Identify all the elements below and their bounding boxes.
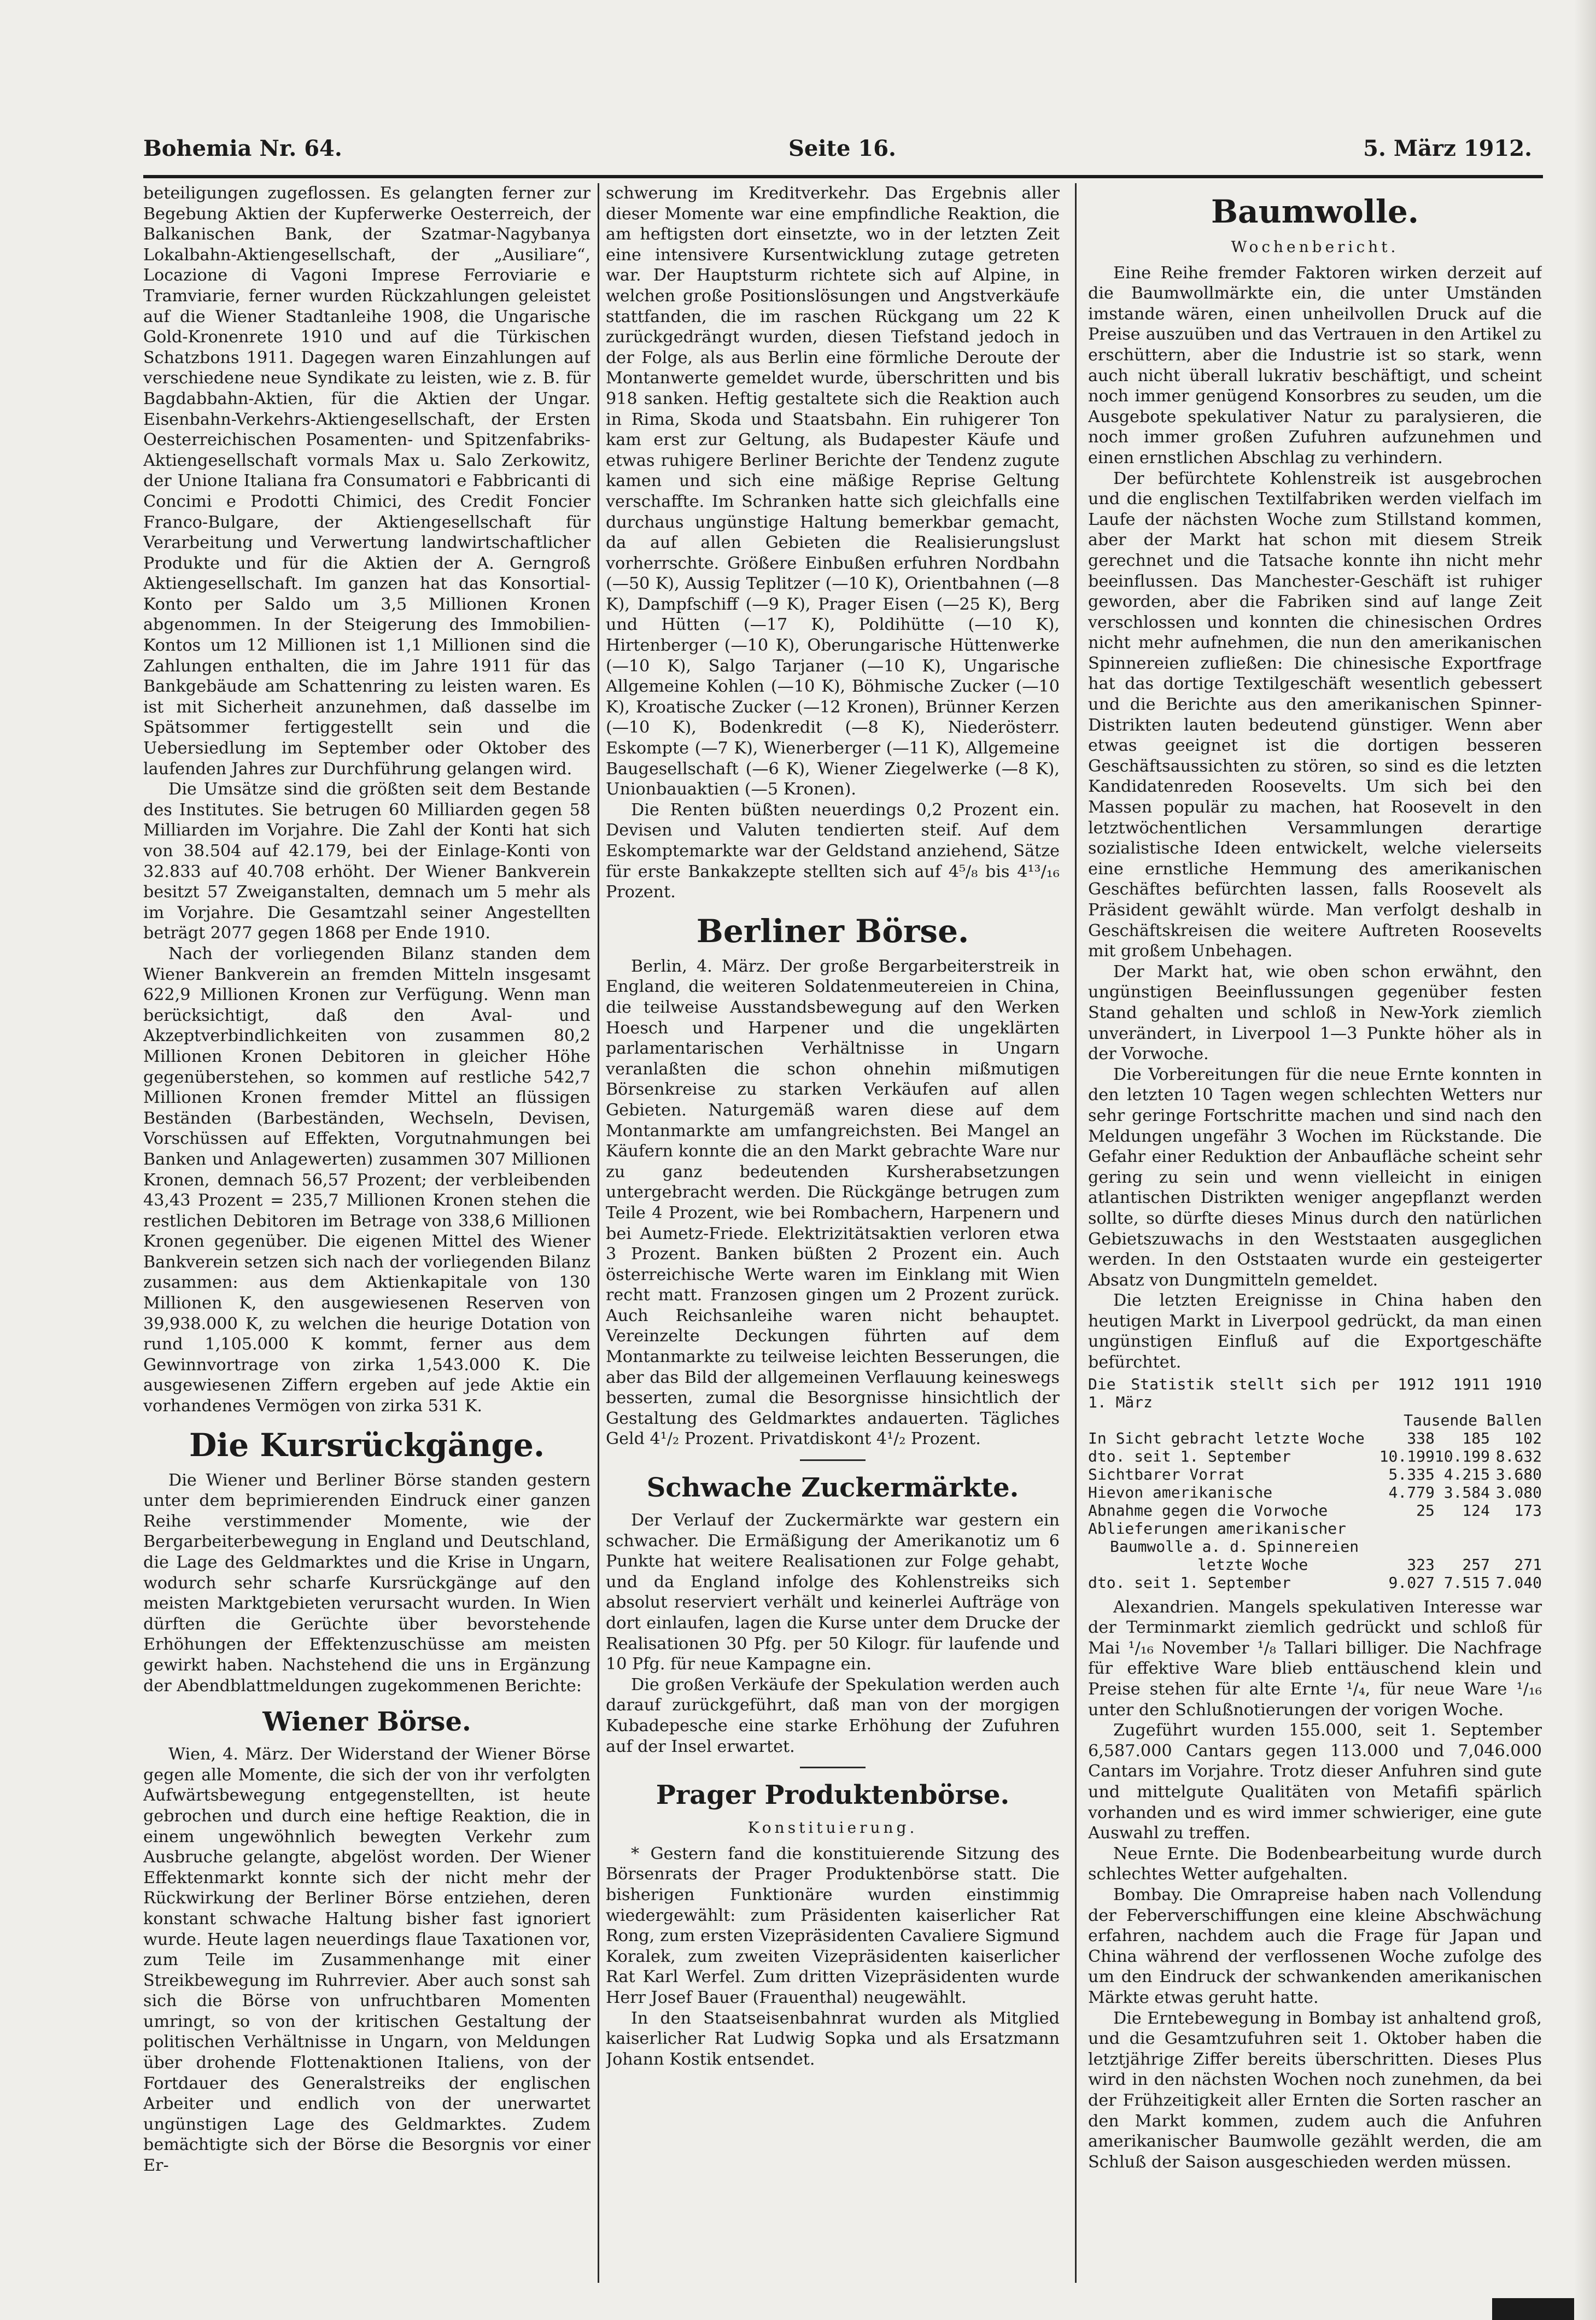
article-paragraph: Bombay. Die Omrapreise haben nach Vollendung der Feberverschiffungen eine kleine Abschwächung erfahren, nachdem auch die Frage für Japan und China während der verflossenen Woche zufolge des um den Eindruck der schwankenden amerikanischen Märkte etwas geruht hatte. <box>1088 1885 1542 2007</box>
article-paragraph: Die Erntebewegung in Bombay ist anhaltend groß, und die Gesamtzufuhren seit 1. Oktober haben die letztjährige Ziffer bereits überschritten. Dieses Plus wird in den nächsten Wochen noch zunehmen, da bei der Frühzeitigkeit aller Ernten die Sorten rascher an den Markt kommen, zudem auch die Anfuhren amerikanischer Baumwolle gezählt werden, die am Schluß der Saison ausgeschieden werden müssen. <box>1088 2008 1542 2172</box>
cotton-statistics-table <box>1088 1375 1542 1592</box>
article-paragraph: Eine Reihe fremder Faktoren wirken derzeit auf die Baumwollmärkte ein, die unter Umständen imstande wären, einen unheilvollen Druck auf die Preise auszuüben und das Vertrauen in den Artikel zu erschüttern, aber die Industrie ist so stark, wenn auch nicht überall lukrativ beschäftigt, und scheint noch immer genügend Konsorbres zu seuden, um die Ausgebote spekulativer Natur zu paralysieren, die noch immer großen Zufuhren aufzunehmen und einen ernstlichen Abschlag zu verhindern. <box>1088 263 1542 467</box>
stats-value: 185 <box>1462 1429 1490 1447</box>
table-row <box>1088 1429 1542 1447</box>
table-row <box>1088 1520 1542 1538</box>
stats-year: 1910 <box>1505 1375 1542 1393</box>
headline-zuckermaerkte: Schwache Zuckermärkte. <box>646 1472 1019 1504</box>
stats-unit-row <box>1088 1411 1542 1429</box>
article-paragraph: Der Markt hat, wie oben schon erwähnt, den ungünstigen Beeinflussungen gegenüber festen Stand gehalten und schloß in New-York ziemlich unverändert, in Liverpool 1—3 Punkte höher als in der Vorwoche. <box>1088 962 1542 1064</box>
article-paragraph: Der Verlauf der Zuckermärkte war gestern ein schwacher. Die Ermäßigung der Amerikanotiz um 6 Punkte hat weitere Realisationen zur Folge gehabt, und da England infolge des Kohlenstreiks sich absolut reserviert verhält und keinerlei Aufträge von dort einlaufen, lagen die Kurse unter dem Drucke der Realisationen 30 Pfg. per 50 Kilogr. für laufende und 10 Pfg. für neue Kampagne ein. <box>606 1511 1060 1674</box>
headline-kursrueckgaenge: Die Kursrückgänge. <box>189 1426 545 1464</box>
article-paragraph: Die großen Verkäufe der Spekulation werden auch darauf zurückgeführt, daß man von der morgigen Kubadepesche eine starke Erhöhung der Zufuhren auf der Insel erwartet. <box>606 1675 1060 1756</box>
stats-label: dto. seit 1. September <box>1088 1573 1291 1592</box>
header-page-number: Seite 16. <box>788 136 896 161</box>
article-paragraph: beteiligungen zugeflossen. Es gelangten ferner zur Begebung Aktien der Kupferwerke Oesterreich, der Balkanischen Bank, der Szatmar-Nagybanya Lokalbahn-Aktiengesellschaft, der „Ausiliare“, Locazione di Vagoni Imprese Ferroviarie e Tramviarie, ferner wurden Rückzahlungen geleistet auf die Wiener Stadtanleihe 1908, die Ungarische Gold-Kronenrete 1910 und auf die Türkischen Schatzbons 1911. Dagegen waren Einzahlungen auf verschiedene neue Syndikate zu leisten, wie z. B. für Bagdabbahn-Aktien, für die Aktien der Ungar. Eisenbahn-Verkehrs-Aktiengesellschaft, der Ersten Oesterreichischen Posamenten- und Spitzenfabriks-Aktiengesellschaft vormals Max u. Salo Zerkowitz, der Unione Italiana fra Consumatori e Fabbricanti di Concimi e Prodotti Chimici, des Credit Foncier Franco-Bulgare, der Aktiengesellschaft für Verarbeitung und Verwertung landwirtschaftlicher Produkte und für die Aktien der A. Gerngroß Aktiengesellschaft. Im ganzen hat das Konsortial-Konto per Saldo um 3,5 Millionen Kronen abgenommen. In der Steigerung des Immobilien-Kontos um 12 Millionen ist 1,1 Millionen sind die Zahlungen enthalten, die im Jahre 1911 für das Bankgebäude am Schattenring zu leisten waren. Es ist mit Sicherheit anzunehmen, daß dasselbe im Spätsommer fertiggestellt sein und die Uebersiedlung im September oder Oktober des laufenden Jahres zur Durchführung gelangen wird. <box>143 184 591 779</box>
stats-value: 173 <box>1514 1501 1542 1520</box>
table-row <box>1088 1447 1542 1465</box>
table-row <box>1088 1538 1542 1556</box>
stats-label: Ablieferungen amerikanischer <box>1088 1519 1347 1538</box>
stats-value: 323 <box>1407 1555 1435 1574</box>
headline-berliner-boerse: Berliner Börse. <box>696 912 969 950</box>
stats-value: 271 <box>1514 1555 1542 1574</box>
stats-unit: Tausende Ballen <box>1404 1411 1542 1429</box>
stats-year: 1911 <box>1453 1375 1490 1393</box>
stats-year: 1912 <box>1398 1375 1435 1393</box>
article-paragraph: Wien, 4. März. Der Widerstand der Wiener Börse gegen alle Momente, die sich der von ihr verfolgten Aufwärtsbewegung entgegenstellten, ist heute gebrochen und durch eine heftige Reaktion, die in einem ungewöhnlich bewegten Verkehr zum Ausbruche gelangte, abgelöst worden. Der Wiener Effektenmarkt konnte sich der nicht mehr der Rückwirkung der Berliner Börse entziehen, deren konstant schwache Haltung bisher fast ignoriert wurde. Heute lagen neuerdings flaue Taxationen vor, zum Teile im Zusammenhange mit einer Streikbewegung im Ruhrrevier. Aber auch sonst sah sich die Börse von unfruchtbaren Momenten umringt, so von der kritischen Gestaltung der politischen Verhältnisse in Ungarn, von Meldungen über drohende Flottenaktionen Italiens, von der Fortdauer des Generalstreiks der englischen Arbeiter und endlich von der unerwartet ungünstigen Lage des Geldmarktes. Zudem bemächtigte sich der Börse die Besorgnis vor einer Er- <box>143 1745 591 2176</box>
stats-value: 10.199 <box>1434 1447 1490 1465</box>
subheadline-konstituierung: Konstituierung. <box>747 1819 918 1837</box>
article-paragraph: Die Vorbereitungen für die neue Ernte konnten in den letzten 10 Tagen wegen schlechten Wetters nur sehr geringe Fortschritte machen und sind nach den Meldungen ungefähr 3 Wochen im Rückstande. Die Gefahr einer Reduktion der Anbaufläche scheint sehr gering zu sein und wenn vielleicht in einigen atlantischen Distrikten weniger angepflanzt werden sollte, so dürfte dieses Minus durch den natürlichen Gebietszuwachs in den Weststaaten ausgeglichen werden. In den Oststaaten wurde ein gesteigerter Absatz von Dungmitteln gemeldet. <box>1088 1065 1542 1290</box>
table-row <box>1088 1501 1542 1520</box>
article-paragraph: Alexandrien. Mangels spekulativen Interesse war der Terminmarkt ziemlich gedrückt und schloß für Mai ¹/₁₆ November ¹/₈ Tallari billiger. Die Nachfrage für effektive Ware blieb enttäuschend klein und Preise stehen für alte Ernte ¹/₄, für neue Ware ¹/₁₆ unter den Schlußnotierungen der vorigen Woche. <box>1088 1597 1542 1720</box>
article-paragraph: Die Umsätze sind die größten seit dem Bestande des Institutes. Sie betrugen 60 Milliarden gegen 58 Milliarden im Vorjahre. Die Zahl der Konti hat sich von 38.504 auf 42.179, bei der Einlage-Konti von 32.833 auf 40.708 erhöht. Der Wiener Bankverein besitzt 57 Zweiganstalten, demnach um 5 mehr als im Vorjahre. Die Gesamtzahl seiner Angestellten beträgt 2077 gegen 1868 per Ende 1910. <box>143 780 591 943</box>
stats-value: 9.027 <box>1388 1573 1435 1592</box>
table-row <box>1088 1574 1542 1592</box>
article-paragraph: Neue Ernte. Die Bodenbearbeitung wurde durch schlechtes Wetter aufgehalten. <box>1088 1844 1542 1884</box>
stats-value: 4.215 <box>1443 1465 1490 1483</box>
column-2 <box>606 183 1060 2283</box>
header-publication: Bohemia Nr. 64. <box>143 136 342 161</box>
corner-marker <box>1492 2298 1574 2320</box>
stats-value: 7.515 <box>1443 1573 1490 1592</box>
stats-value: 5.335 <box>1388 1465 1435 1483</box>
section-divider <box>800 1767 866 1768</box>
stats-value: 3.584 <box>1443 1483 1490 1501</box>
stats-value: 124 <box>1462 1501 1490 1520</box>
article-paragraph: Nach der vorliegenden Bilanz standen dem Wiener Bankverein an fremden Mitteln insgesamt 622,9 Millionen Kronen zur Verfügung. Wenn man berücksichtigt, daß den Aval- und Akzeptverbindlichkeiten von zusammen 80,2 Millionen Kronen Debitoren in gleicher Höhe gegenüberstehen, so kommen auf restliche 542,7 Millionen Kronen fremder Mittel an flüssigen Beständen (Barbeständen, Wechseln, Devisen, Vorschüssen auf Effekten, Vorgutnahmungen bei Banken und Anlagewerten) zusammen 307 Millionen Kronen, demnach 56,57 Prozent; der verbleibenden 43,43 Prozent = 235,7 Millionen Kronen stehen die restlichen Debitoren im Betrage von 338,6 Millionen Kronen gegenüber. Die eigenen Mittel des Wiener Bankverein setzen sich nach der vorliegenden Bilanz zusammen: aus dem Aktienkapitale von 130 Millionen K, den ausgewiesenen Reserven von 39,938.000 K, zu welchen die heurige Dotation von rund 1,105.000 K kommt, ferner aus dem Gewinnvortrage von zirka 1,543.000 K. Die ausgewiesenen Ziffern ergeben auf jede Aktie ein vorhandenes Vermögen von zirka 531 K. <box>143 944 591 1416</box>
header-date: 5. März 1912. <box>1363 136 1532 161</box>
page-edge-shadow <box>1574 0 1596 2320</box>
stats-value: 10.199 <box>1379 1447 1435 1465</box>
stats-value: 257 <box>1462 1555 1490 1574</box>
header-rule <box>143 175 1543 178</box>
stats-label: In Sicht gebracht letzte Woche <box>1088 1429 1365 1447</box>
stats-value: 338 <box>1407 1429 1435 1447</box>
article-paragraph: In den Staatseisenbahnrat wurden als Mitglied kaiserlicher Rat Ludwig Sopka und als Ersatzmann Johann Kostik entsendet. <box>606 2008 1060 2069</box>
stats-value: 3.680 <box>1495 1465 1542 1483</box>
column-1 <box>143 183 591 2283</box>
table-row <box>1088 1465 1542 1483</box>
stats-title: Die Statistik stellt sich per 1. März <box>1088 1375 1379 1411</box>
stats-header-row <box>1088 1375 1542 1411</box>
column-divider-2 <box>1075 183 1077 2283</box>
stats-label: letzte Woche <box>1197 1555 1308 1574</box>
headline-prager-produktenboerse: Prager Produktenbörse. <box>656 1780 1010 1811</box>
stats-value: 8.632 <box>1495 1447 1542 1465</box>
article-paragraph: Der befürchtete Kohlenstreik ist ausgebrochen und die englischen Textilfabriken werden vielfach im Laufe der nächsten Woche zum Stillstand kommen, aber der Markt hat schon mit diesem Streik gerechnet und die Tatsache konnte ihn nicht mehr beeinflussen. Das Manchester-Geschäft ist ruhiger geworden, aber die Fabriken sind auf lange Zeit verschlossen und konnten die chinesischen Ordres nicht mehr aufnehmen, die nun den amerikanischen Spinnereien zufließen: Die chinesische Exportfrage hat das dortige Textilgeschäft wesentlich gebessert und die Berichte aus den amerikanischen Spinner-Distrikten lauten bedeutend günstiger. Wenn aber etwas geeignet ist die dortigen besseren Geschäftsaussichten zu stören, so sind es die letzten Kandidatenreden Roosevelts. Um sich bei den Massen populär zu machen, hat Roosevelt in den letztwöchentlichen Versammlungen derartige sozialistische Ideen entwickelt, welche vielerseits eine ernstliche Hemmung des amerikanischen Geschäftes befürchten lassen, falls Roosevelt als Präsident gewählt würde. Man verfolgt deshalb in Geschäftskreisen die weitere Auftreten Roosevelts mit großem Unbehagen. <box>1088 469 1542 961</box>
section-divider <box>800 1459 866 1461</box>
stats-value: 25 <box>1416 1501 1435 1520</box>
article-paragraph: Die letzten Ereignisse in China haben den heutigen Markt in Liverpool gedrückt, da man einen ungünstigen Einfluß auf die Exportgeschäfte befürchtet. <box>1088 1291 1542 1372</box>
stats-label: Abnahme gegen die Vorwoche <box>1088 1501 1328 1520</box>
stats-label: Sichtbarer Vorrat <box>1088 1465 1245 1483</box>
headline-wiener-boerse: Wiener Börse. <box>262 1707 471 1738</box>
article-paragraph: * Gestern fand die konstituierende Sitzung des Börsenrats der Prager Produktenbörse statt. Die bisherigen Funktionäre wurden einstimmig wiedergewählt: zum Präsidenten kaiserlicher Rat Rong, zum ersten Vizepräsidenten Cavaliere Sigmund Koralek, zum zweiten Vizepräsidenten kaiserlicher Rat Karl Werfel. Zum dritten Vizepräsidenten wurde Herr Josef Bauer (Frauenthal) neugewählt. <box>606 1844 1060 2007</box>
article-paragraph: Zugeführt wurden 155.000, seit 1. September 6,587.000 Cantars gegen 113.000 und 7,046.000 Cantars im Vorjahre. Trotz dieser Anfuhren sind gute und mittelgute Qualitäten von Metafifi spärlich vorhanden und es wird immer schwieriger, eine gute Auswahl zu treffen. <box>1088 1721 1542 1843</box>
column-3 <box>1088 183 1542 2283</box>
page-header <box>143 136 1532 174</box>
article-paragraph: Berlin, 4. März. Der große Bergarbeiterstreik in England, die weiteren Soldatenmeutereien in China, die teilweise Ausstandsbewegung auf den Werken Hoesch und Harpener und die ungeklärten parlamentarischen Verhältnisse in Ungarn veranlaßten die schon ohnehin mißmutigen Börsenkreise zu starken Verkäufen auf allen Gebieten. Naturgemäß waren diese auf dem Montanmarkte am umfangreichsten. Bei Mangel an Käufern konnte die an den Markt gebrachte Ware nur zu ganz bedeutenden Kursherabsetzungen untergebracht werden. Die Rückgänge betrugen zum Teile 4 Prozent, wie bei Rombachern, Harpenern und bei Aumetz-Friede. Elektrizitätsaktien verloren etwa 3 Prozent. Banken büßten 2 Prozent ein. Auch österreichische Werte waren im Einklang mit Wien recht matt. Franzosen gingen um 2 Prozent zurück. Auch Reichsanleihe waren nicht behauptet. Vereinzelte Deckungen führten auf dem Montanmarkte zu teilweise leichten Besserungen, die aber das Bild der allgemeinen Verflauung keineswegs besserten, zumal die Besorgnisse hinsichtlich der Gestaltung des Geldmarktes andauerten. Tägliches Geld 4¹/₂ Prozent. Privatdiskont 4¹/₂ Prozent. <box>606 956 1060 1449</box>
stats-value: 4.779 <box>1388 1483 1435 1501</box>
stats-label: Baumwolle a. d. Spinnereien <box>1110 1537 1359 1556</box>
stats-value: 7.040 <box>1495 1573 1542 1592</box>
stats-label: Hievon amerikanische <box>1088 1483 1273 1501</box>
stats-label: dto. seit 1. September <box>1088 1447 1291 1465</box>
article-paragraph: Die Renten büßten neuerdings 0,2 Prozent ein. Devisen und Valuten tendierten steif. Auf dem Eskomptemarkte war der Geldstand anziehend, Sätze für erste Bankakzepte stellten sich auf 4⁵/₈ bis 4¹³/₁₆ Prozent. <box>606 800 1060 902</box>
article-paragraph: schwerung im Kreditverkehr. Das Ergebnis aller dieser Momente war eine empfindliche Reaktion, die am heftigsten dort einsetzte, wo in der letzten Zeit eine intensivere Kursentwicklung zutage getreten war. Der Hauptsturm richtete sich auf Alpine, in welchen große Positionslösungen und Angstverkäufe stattfanden, die im raschen Rückgang um 22 K zurückgedrängt wurden, diesen Tiefstand jedoch in der Folge, als aus Berlin eine förmliche Deroute der Montanwerte gemeldet wurde, überschritten und bis 918 sanken. Heftig gestaltete sich die Reaktion auch in Rima, Skoda und Staatsbahn. Ein ruhigerer Ton kam erst zur Geltung, als Budapester Käufe und etwas ruhigere Berliner Berichte der Tendenz zugute kamen und sich eine mäßige Reprise Geltung verschaffte. Im Schranken hatte sich gleichfalls eine durchaus ungünstige Haltung bemerkbar gemacht, da auf allen Gebieten die Realisierungslust vorherrschte. Größere Einbußen erfuhren Nordbahn (—50 K), Aussig Teplitzer (—10 K), Orientbahnen (—8 K), Dampfschiff (—9 K), Prager Eisen (—25 K), Berg und Hütten (—17 K), Poldihütte (—10 K), Hirtenberger (—10 K), Oberungarische Hüttenwerke (—10 K), Salgo Tarjaner (—10 K), Ungarische Allgemeine Kohlen (—10 K), Böhmische Zucker (—10 K), Kroatische Zucker (—12 Kronen), Brünner Kerzen (—10 K), Bodenkredit (—8 K), Niederösterr. Eskompte (—7 K), Wienerberger (—11 K), Allgemeine Baugesellschaft (—6 K), Wiener Ziegelwerke (—8 K), Unionbauaktien (—5 Kronen). <box>606 184 1060 799</box>
table-row <box>1088 1483 1542 1501</box>
column-divider-1 <box>598 183 599 2283</box>
stats-value: 3.080 <box>1495 1483 1542 1501</box>
table-row <box>1088 1556 1542 1574</box>
subheadline-wochenbericht: Wochenbericht. <box>1231 238 1399 256</box>
article-paragraph: Die Wiener und Berliner Börse standen gestern unter dem beprimierenden Eindruck einer ganzen Reihe verstimmender Momente, wie der Bergarbeiterbewegung in England und Deutschland, die Lage des Geldmarktes und die Krise in Ungarn, wodurch sehr scharfe Kursrückgänge auf den meisten Marktgebieten verursacht wurden. In Wien dürften die Gerüchte über bevorstehende Erhöhungen der Effektenzuschüsse am meisten gewirkt haben. Nachstehend die uns in Ergänzung der Abendblattmeldungen zugekommenen Berichte: <box>143 1470 591 1696</box>
headline-baumwolle: Baumwolle. <box>1211 193 1419 230</box>
stats-value: 102 <box>1514 1429 1542 1447</box>
